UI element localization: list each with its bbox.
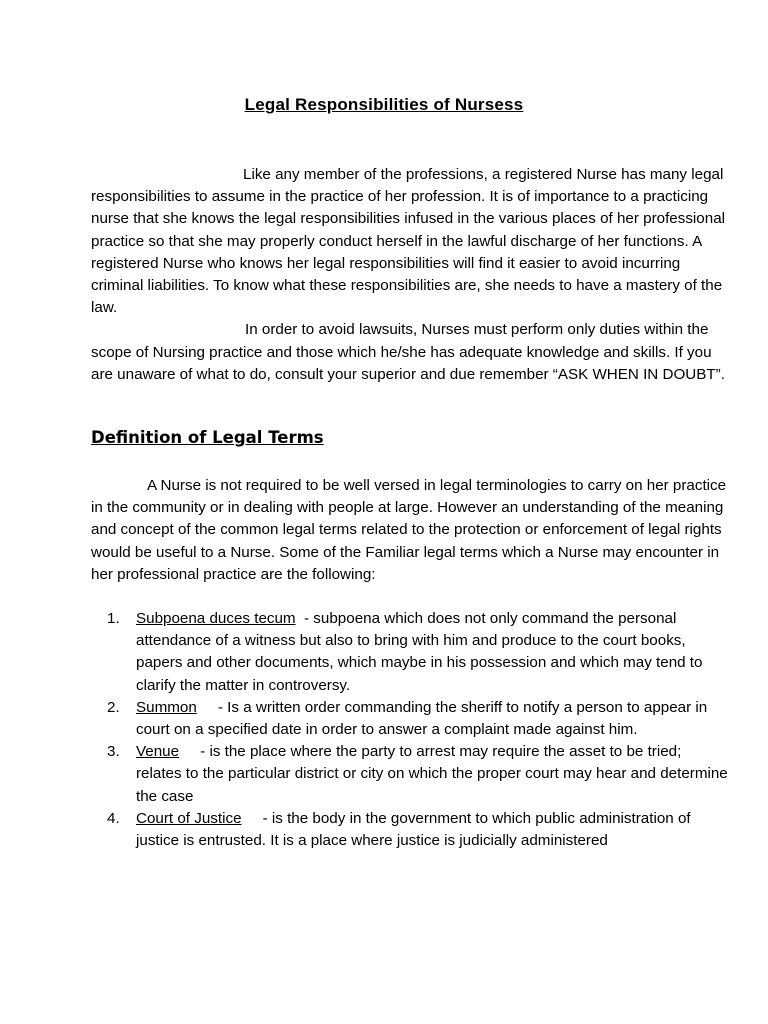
intro-paragraph-1 xyxy=(91,164,731,319)
list-item-term: Court of Justice xyxy=(136,809,242,827)
list-item-term: Summon xyxy=(136,698,197,716)
list-item-number: 3. xyxy=(107,743,120,761)
intro-paragraph-2 xyxy=(91,319,731,386)
list-item-definition: - Is a written order commanding the sheriff to notify a person to appear in court on a specified date in order to answer a complaint made against him. xyxy=(136,698,712,739)
list-item xyxy=(91,741,731,808)
list-item-definition: - is the place where the party to arrest may require the asset to be tried; relates to the particular district or city on which the proper court may hear and determine the case xyxy=(136,743,732,805)
list-item-number: 1. xyxy=(107,610,120,627)
intro-paragraph-1-text: Like any member of the professions, a registered Nurse has many legal responsibilities to assume in the practice of her profession. It is of importance to a practicing nurse that she knows the legal responsibilities infused in the various places of her professional practice so that she may properly conduct herself in the lawful discharge of her functions. A registered Nurse who knows her legal responsibilities will find it easier to avoid incurring criminal liabilities. To know what these responsibilities are, she needs to have a mastery of the law. xyxy=(91,166,726,317)
list-item xyxy=(91,697,731,741)
list-item-definition: - subpoena which does not only command the personal attendance of a witness but also to bring with him and produce to the court books, papers and other documents, which maybe in his possession and which may tend to clarify the matter in controversy. xyxy=(136,610,707,694)
list-item-term: Subpoena duces tecum xyxy=(136,610,296,627)
list-item-number: 2. xyxy=(107,698,120,716)
section-heading: Definition of Legal Terms xyxy=(91,428,324,447)
legal-terms-list xyxy=(91,608,731,852)
list-item xyxy=(91,808,731,852)
list-item-definition: - is the body in the government to which public administration of justice is entrusted. It is a place where justice is judicially administered xyxy=(136,809,695,850)
intro-section xyxy=(91,164,731,386)
list-item-number: 4. xyxy=(107,809,120,827)
list-item xyxy=(91,608,731,697)
document-title: Legal Responsibilities of Nursess xyxy=(244,95,524,114)
intro-paragraph-2-text: In order to avoid lawsuits, Nurses must perform only duties within the scope of Nursing practice and those which he/she has adequate knowledge and skills. If you are unaware of what to do, consult your superior and due remember “ASK WHEN IN DOUBT”. xyxy=(91,321,725,383)
list-item-term: Venue xyxy=(136,743,180,761)
definitions-intro-paragraph xyxy=(91,475,731,586)
definitions-intro-text: A Nurse is not required to be well versed in legal terminologies to carry on her practice in the community or in dealing with people at large. However an understanding of the meaning and concept of the common legal terms related to the protection or enforcement of legal rights would be useful to a Nurse. Some of the Familiar legal terms which a Nurse may encounter in her professional practice are the following: xyxy=(91,477,727,583)
